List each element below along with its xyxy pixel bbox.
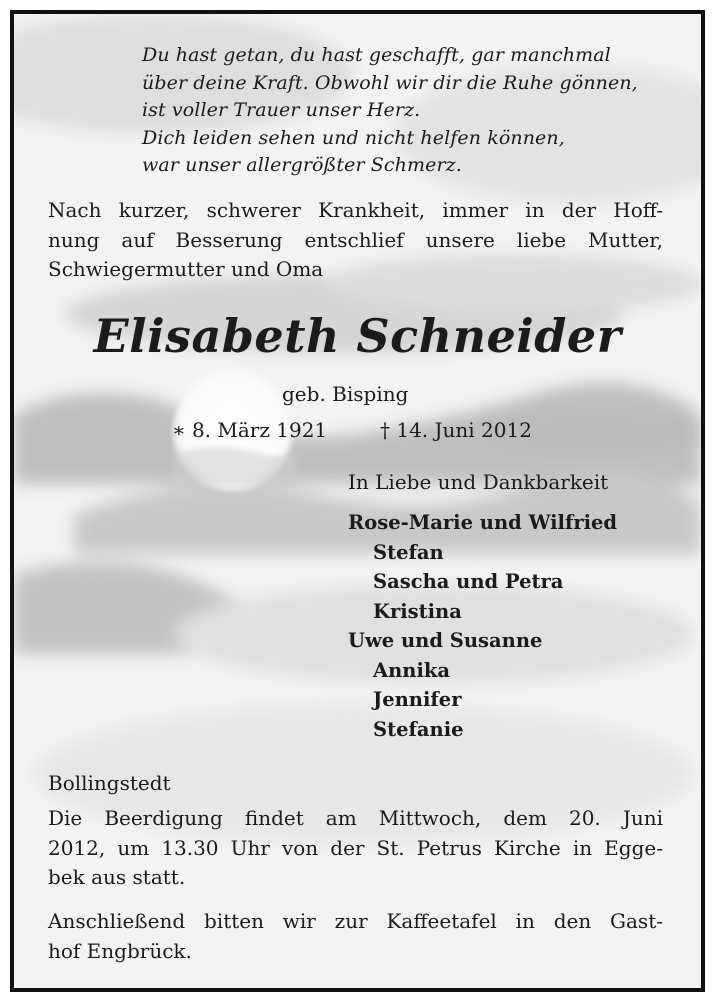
memorial-poem	[142, 42, 682, 180]
poem-line: Du hast getan, du hast geschafft, gar manchmal	[142, 44, 611, 66]
announcement-line: Schwiegermutter und Oma	[48, 257, 324, 281]
poem-line: über deine Kraft. Obwohl wir dir die Ruhe gönnen,	[142, 71, 638, 94]
mourner-name: Kristina	[373, 599, 462, 623]
mourner-name: Stefan	[373, 540, 444, 564]
funeral-line: 2012, um 13.30 Uhr von der St. Petrus Kirche in Egge-	[48, 835, 663, 860]
announcement-line: nung auf Besserung entschlief unsere liebe Mutter,	[48, 227, 663, 252]
birth-name: geb. Bisping	[282, 382, 409, 406]
birth-date: ∗ 8. März 1921	[172, 418, 328, 442]
mourner-name: Stefanie	[373, 717, 464, 741]
announcement-line: Nach kurzer, schwerer Krankheit, immer in der Hoff-	[48, 198, 663, 222]
poem-line: ist voller Trauer unser Herz.	[142, 99, 421, 121]
funeral-details	[48, 804, 663, 893]
poem-line: Dich leiden sehen und nicht helfen können,	[142, 126, 565, 149]
mourner-name: Jennifer	[373, 688, 462, 711]
poem-line: war unser allergrößter Schmerz.	[142, 154, 462, 176]
mourner-name: Sascha und Petra	[373, 570, 564, 593]
reception-details	[48, 907, 663, 966]
life-dates	[172, 417, 532, 443]
town-name: Bollingstedt	[48, 771, 171, 795]
mourner-name: Annika	[373, 658, 451, 682]
death-date: † 14. Juni 2012	[380, 418, 532, 442]
death-announcement	[48, 196, 663, 285]
deceased-name: Elisabeth Schneider	[93, 309, 622, 363]
obituary-notice	[10, 10, 705, 992]
mourners-list	[348, 508, 617, 744]
reception-line: hof Engbrück.	[48, 938, 192, 963]
reception-line: Anschließend bitten wir zur Kaffeetafel in den Gast-	[48, 909, 663, 933]
mourner-name: Rose-Marie und Wilfried	[348, 511, 618, 534]
mourner-name: Uwe und Susanne	[348, 629, 543, 652]
funeral-line: Die Beerdigung findet am Mittwoch, dem 20. Juni	[48, 806, 663, 830]
funeral-line: bek aus statt.	[48, 865, 186, 889]
mourners-intro: In Liebe und Dankbarkeit	[348, 470, 609, 494]
